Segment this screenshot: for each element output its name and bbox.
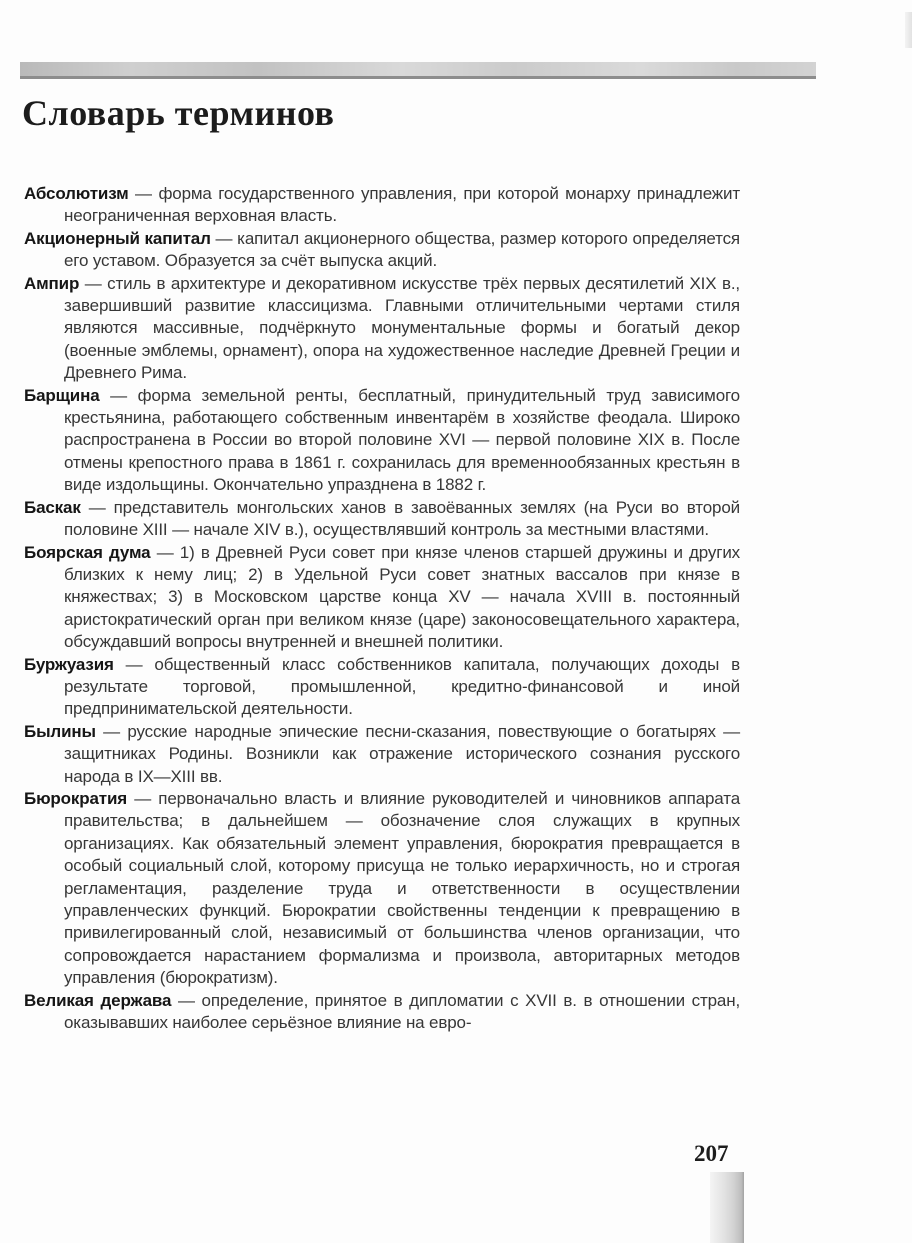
section-header-bar (20, 62, 816, 79)
glossary-entry (24, 542, 740, 654)
definition-text: стиль в архитектуре и декоративном искусстве трёх первых десятилетий XIX в., завершивший развитие классицизма. Главными отличительными чертами стиля являются массивные, подчёркнуто монументальные формы и богатый декор (военные эмблемы, орнамент), опора на художественное наследие Древней Греции и Древнего Рима. (64, 273, 740, 383)
term-separator: — (113, 654, 155, 674)
glossary-entry (24, 990, 740, 1035)
term-text: Абсолютизм (24, 184, 129, 203)
glossary-entry (24, 273, 740, 385)
term-separator: — (150, 542, 180, 562)
definition-text: представитель монгольских ханов в завоёванных землях (на Руси во второй половине XIII — начале XIV в.), осуществлявший контроль за местными властями. (64, 497, 740, 540)
term-separator: — (127, 788, 159, 808)
term-text: Буржуазия (24, 654, 114, 674)
term-separator: — (210, 228, 238, 248)
glossary-entry (24, 385, 740, 497)
definition-text: общественный класс собственников капитала, получающих доходы в результате торговой, промышленной, кредитно-финансовой и иной предпринимательской деятельности. (64, 654, 740, 719)
page-number: 207 (694, 1141, 729, 1166)
term-text: Былины (24, 721, 96, 741)
term-separator: — (171, 990, 202, 1010)
term-text: Барщина (24, 385, 100, 405)
page-edge-shadow (710, 1172, 744, 1243)
term-separator: — (99, 385, 138, 405)
definition-text: форма земельной ренты, бесплатный, принудительный труд зависимого крестьянина, работающего собственным инвентарём в хозяйстве феодала. Широко распространена в России во второй половине XVI — первой половине XIX в. После отмены крепостного права в 1861 г. сохранилась для временнообязанных крестьян в виде издольщины. Окончательно упразднена в 1882 г. (64, 385, 740, 495)
definition-text: русские народные эпические песни-сказания, повествующие о богатырях — защитниках Родины. Возникли как отражение исторического сознания русского народа в IX—XIII вв. (64, 721, 740, 786)
glossary-entry (24, 183, 740, 228)
term-separator: — (79, 273, 108, 293)
glossary-entry (24, 228, 740, 273)
glossary-entry (24, 721, 740, 788)
definition-text: определение, принятое в дипломатии с XVII в. в отношении стран, оказывавших наиболее серьёзное влияние на евро- (64, 990, 741, 1033)
term-separator: — (128, 184, 159, 203)
glossary-entry (24, 788, 740, 990)
page-title: Словарь терминов (22, 93, 335, 133)
term-text: Великая держава (24, 990, 172, 1010)
term-text: Акционерный капитал (24, 228, 211, 248)
term-separator: — (80, 497, 114, 517)
page-edge-mark (905, 12, 912, 48)
term-text: Бюрократия (24, 788, 128, 808)
term-separator: — (95, 721, 128, 741)
definition-text: капитал акционерного общества, размер которого определяется его уставом. Образуется за счёт выпуска акций. (64, 228, 740, 271)
term-text: Ампир (24, 273, 80, 293)
definition-text: 1) в Древней Руси совет при князе членов старшей дружины и других близких к нему лиц; 2) в Удельной Руси совет знатных вассалов при князе в княжествах; 3) в Московском царстве конца XV — начала XVIII в. постоянный аристократический орган при великом князе (царе) законосовещательного характера, обсуждавший вопросы внутренней и внешней политики. (64, 542, 741, 652)
term-text: Баскак (24, 497, 81, 517)
glossary-entry (24, 497, 740, 542)
glossary-list (24, 183, 740, 1034)
glossary-entry (24, 654, 740, 721)
definition-text: первоначально власть и влияние руководителей и чиновников аппарата правительства; в дальнейшем — обозначение слоя служащих в крупных организациях. Как обязательный элемент управления, бюрократия превращается в особый социальный слой, которому присуща не только иерархичность, но и строгая регламентация, разделение труда и ответственности в осуществлении управленческих функций. Бюрократии свойственны тенденции к превращению в привилегированный слой, независимый от большинства членов организации, что сопровождается нарастанием формализма и произвола, авторитарных методов управления (бюрократизм). (64, 788, 740, 988)
definition-text: форма государственного управления, при которой монарху принадлежит неограниченная верховная власть. (64, 184, 741, 226)
term-text: Боярская дума (24, 542, 151, 562)
